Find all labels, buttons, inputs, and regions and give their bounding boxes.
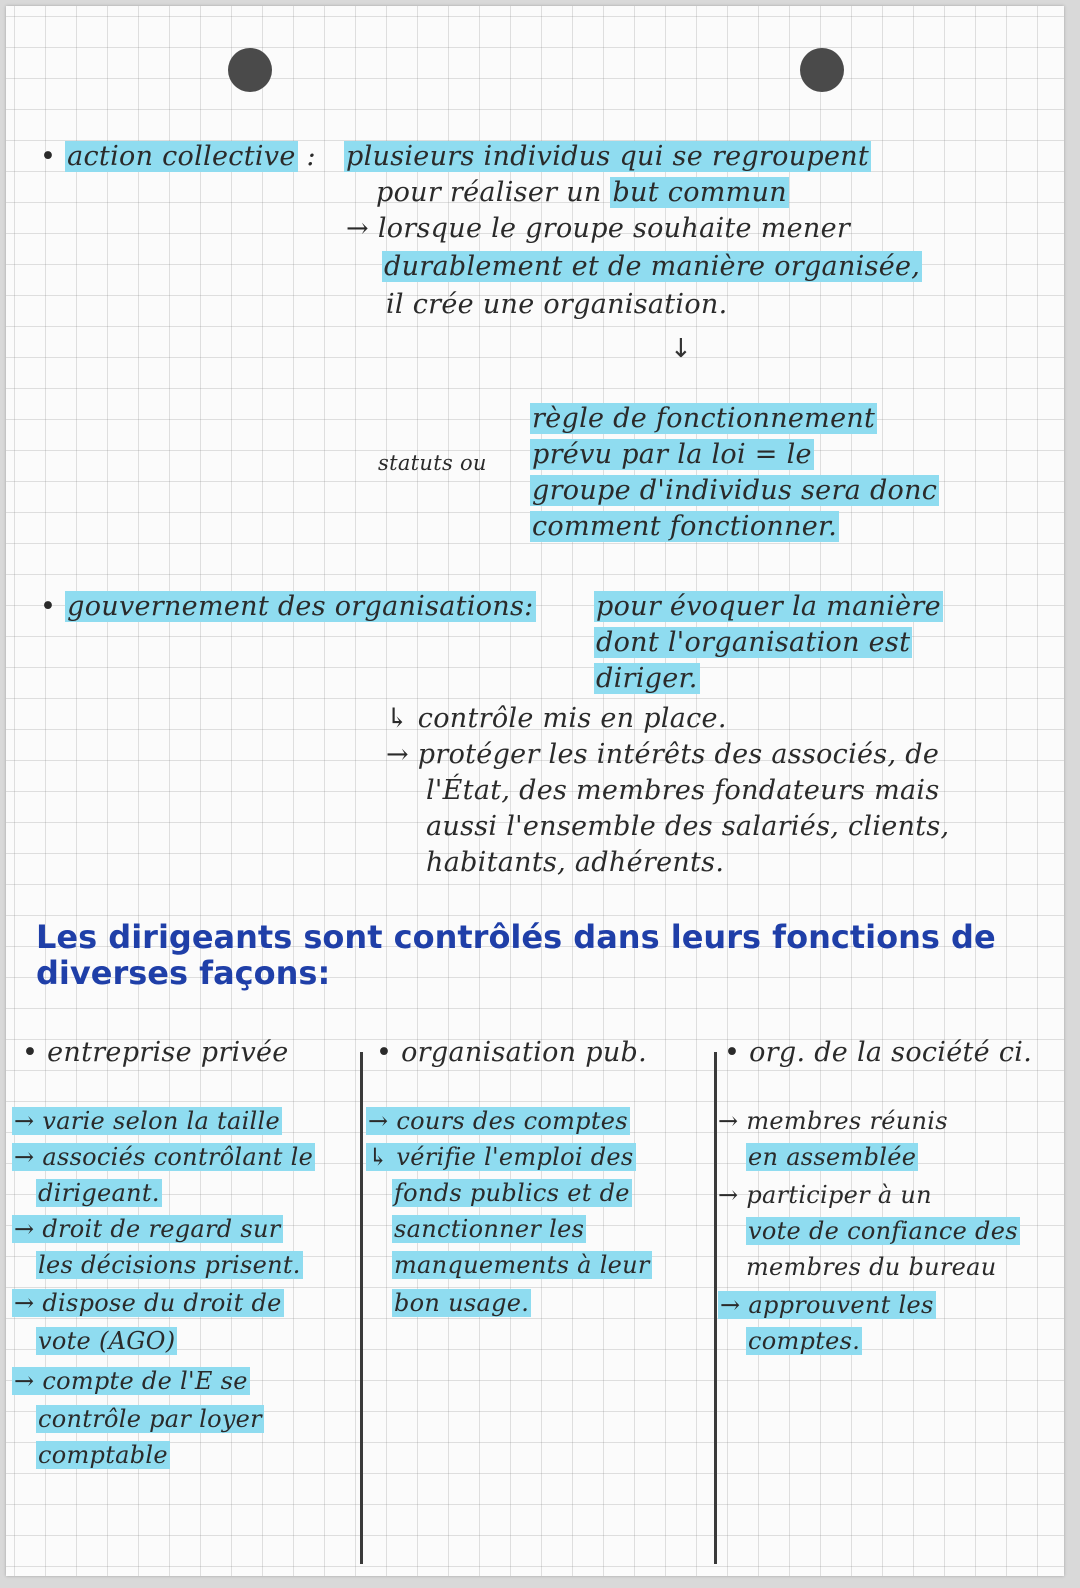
statuts-line2: prévu par la loi = le (532, 439, 812, 470)
column1-line: contrôle par loyer (38, 1405, 262, 1433)
column2-line: ↳ vérifie l'emploi des (368, 1143, 634, 1171)
column3-line: → approuvent les (720, 1291, 934, 1319)
action-collective-line2: pour réaliser un but commun (376, 177, 787, 208)
down-arrow-icon: ↓ (670, 334, 692, 364)
column-divider-1 (360, 1052, 363, 1564)
column-title-organisation-pub: • organisation pub. (376, 1037, 647, 1068)
column1-line: → dispose du droit de (14, 1289, 282, 1317)
gouvernement-term: • gouvernement des organisations: (40, 591, 534, 622)
column-divider-2 (714, 1052, 717, 1564)
gouvernement-bullet2-line1: → protéger les intérêts des associés, de (386, 739, 940, 770)
gouvernement-bullet1: ↳ contrôle mis en place. (386, 703, 727, 734)
gouvernement-line2: dont l'organisation est (596, 627, 911, 658)
column1-line: → varie selon la taille (14, 1107, 281, 1135)
section-heading-line2: diverses façons: (36, 954, 331, 992)
action-collective-line3: → lorsque le groupe souhaite mener (346, 213, 851, 244)
column3-line: en assemblée (748, 1143, 917, 1171)
gouvernement-line3: diriger. (596, 663, 698, 694)
column1-line: comptable (38, 1441, 168, 1469)
action-collective-line1: plusieurs individus qui se regroupent (346, 141, 870, 172)
gouvernement-bullet2-line4: habitants, adhérents. (426, 847, 725, 878)
column-title-entreprise-privee: • entreprise privée (22, 1037, 289, 1068)
column2-line: manquements à leur (394, 1251, 650, 1279)
column1-line: dirigeant. (38, 1179, 160, 1207)
column3-line: membres du bureau (746, 1253, 997, 1281)
grid-paper-sheet (6, 6, 1064, 1576)
statuts-line3: groupe d'individus sera donc (532, 475, 938, 506)
column2-line: → cours des comptes (368, 1107, 628, 1135)
action-collective-line4: durablement et de manière organisée, (384, 251, 921, 282)
column2-line: fonds publics et de (394, 1179, 630, 1207)
column1-line: vote (AGO) (38, 1327, 176, 1355)
column1-line: les décisions prisent. (38, 1251, 301, 1279)
statuts-line4: comment fonctionner. (532, 511, 838, 542)
column1-line: → droit de regard sur (14, 1215, 281, 1243)
column3-line: comptes. (748, 1327, 861, 1355)
column3-line: vote de confiance des (748, 1217, 1018, 1245)
punch-hole-left (228, 48, 272, 92)
column2-line: bon usage. (394, 1289, 530, 1317)
column1-line: → compte de l'E se (14, 1367, 248, 1395)
punch-hole-right (800, 48, 844, 92)
action-collective-line5: il crée une organisation. (386, 289, 728, 320)
gouvernement-line1: pour évoquer la manière (596, 591, 941, 622)
statuts-label: statuts ou (378, 451, 487, 475)
gouvernement-bullet2-line2: l'État, des membres fondateurs mais (426, 775, 940, 806)
gouvernement-bullet2-line3: aussi l'ensemble des salariés, clients, (426, 811, 950, 842)
column-title-org-societe-civile: • org. de la société ci. (724, 1037, 1033, 1068)
statuts-line1: règle de fonctionnement (532, 403, 876, 434)
column3-line: → participer à un (718, 1181, 932, 1209)
column1-line: → associés contrôlant le (14, 1143, 314, 1171)
column3-line: → membres réunis (718, 1107, 948, 1135)
column2-line: sanctionner les (394, 1215, 585, 1243)
action-collective-term: • action collective : (40, 141, 316, 172)
section-heading-line1: Les dirigeants sont contrôlés dans leurs fonctions de (36, 918, 996, 956)
